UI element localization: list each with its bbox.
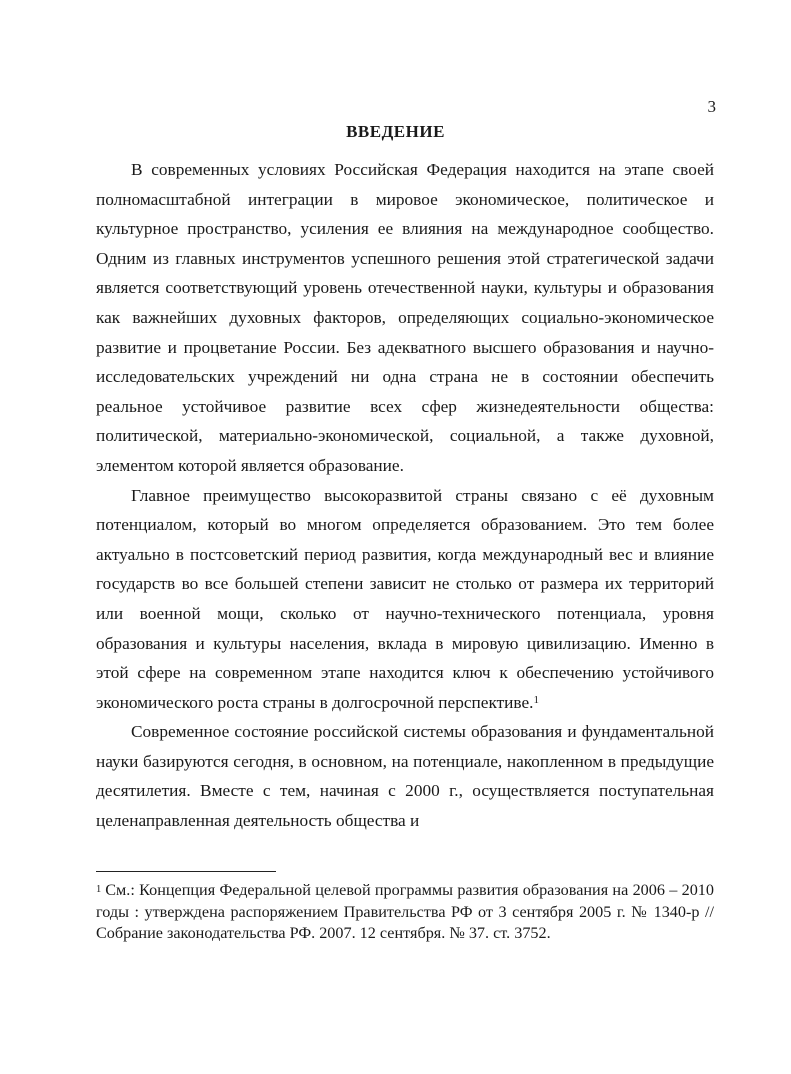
footnote-text: См.: Концепция Федеральной целевой программы развития образования на 2006 – 2010 годы : утверждена распоряжением Правительства РФ от 3 сентября 2005 г. № 1340-р // Собрание законодательства РФ. 2007. 12 сентября. № 37. ст. 3752. bbox=[96, 881, 714, 942]
footnote-divider bbox=[96, 871, 276, 872]
body-text bbox=[96, 155, 714, 836]
footnote bbox=[96, 880, 714, 945]
paragraph-3: Современное состояние российской системы образования и фундаментальной науки базируются сегодня, в основном, на потенциале, накопленном в предыдущие десятилетия. Вместе с тем, начиная с 2000 г., осуществляется поступательная целенаправленная деятельность общества и bbox=[96, 722, 714, 831]
footnote-reference[interactable]: 1 bbox=[533, 693, 539, 706]
paragraph-2 bbox=[96, 481, 714, 718]
page-number: 3 bbox=[707, 97, 716, 116]
paragraph-1: В современных условиях Российская Федерация находится на этапе своей полномасштабной интеграции в мировое экономическое, политическое и культурное пространство, усиления ее влияния на международное сообщество. Одним из главных инструментов успешного решения этой стратегической задачи является соответствующий уровень отечественной науки, культуры и образования как важнейших духовных факторов, определяющих социально-экономическое развитие и процветание России. Без адекватного высшего образования и научно-исследовательских учреждений ни одна страна не в состоянии обеспечить реальное устойчивое развитие всех сфер жизнедеятельности общества: политической, материально-экономической, социальной, а также духовной, элементом которой является образование. bbox=[96, 160, 714, 475]
paragraph-2-text: Главное преимущество высокоразвитой страны связано с её духовным потенциалом, который во многом определяется образованием. Это тем более актуально в постсоветский период развития, когда международный вес и влияние государств во все большей степени зависит не столько от размера их территорий или военной мощи, сколько от научно-технического потенциала, уровня образования и культуры населения, вклада в мировую цивилизацию. Именно в этой сфере на современном этапе находится ключ к обеспечению устойчивого экономического роста страны в долгосрочной перспективе. bbox=[96, 485, 714, 712]
footnote-marker: 1 bbox=[96, 884, 102, 895]
page-title: ВВЕДЕНИЕ bbox=[346, 122, 445, 141]
